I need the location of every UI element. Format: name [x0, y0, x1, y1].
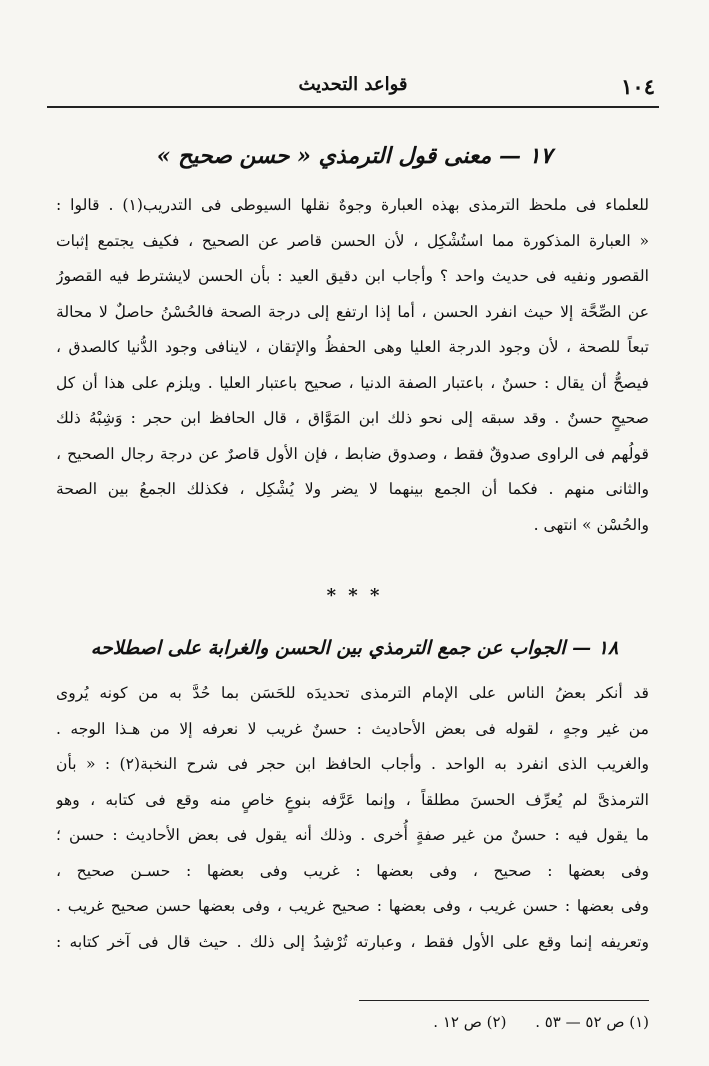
body-line: للعلماء فى ملحظ الترمذى بهذه العبارة وجوهٌ نقلها السيوطى فى التدريب(١) . قالوا : — [56, 196, 649, 214]
body-line: من غير وجهٍ ، لقوله فى بعض الأحاديث : حسنٌ غريب لا نعرفه إلا من هـذا الوجه . — [56, 719, 649, 738]
body-line: والغريب الذى انفرد به الواحد . وأجاب الحافظ ابن حجر فى شرح النخبة(٢) : « بأن — [56, 755, 649, 773]
header-rule — [47, 106, 659, 108]
page-number: ١٠٤ — [621, 74, 655, 99]
body-line: صحيحٍ حسنٌ . وقد سبقه إلى نحو ذلك ابن المَوَّاق ، قال الحافظ ابن حجر : وَشِبْهُ ذلك — [56, 409, 649, 427]
body-line: « العبارة المذكورة مما استُشْكِل ، لأن الحسن قاصر عن الصحيح ، فكيف يجتمع إثبات — [56, 231, 649, 250]
body-line: فيصحُّ أن يقال : حسنٌ ، باعتبار الصفة الدنيا ، صحيح باعتبار العليا . ويلزم على هذا أن كل — [56, 373, 649, 392]
section-separator: * * * — [326, 585, 383, 606]
footnote-1: (١) ص ٥٢ — ٥٣ . — [535, 1013, 649, 1031]
body-line: قد أنكر بعضُ الناس على الإمام الترمذى تحديدَه للحَسَن بما حُدَّ به من كونه يُروى — [56, 684, 649, 702]
running-head — [47, 72, 659, 102]
footnote-2: (٢) ص ١٢ . — [433, 1013, 507, 1031]
section-17-body — [56, 188, 649, 543]
section-18-body — [56, 676, 649, 960]
section-18-heading: ١٨ — الجواب عن جمع الترمذي بين الحسن والغرابة على اصطلاحه — [90, 637, 619, 659]
body-line: قولُهم فى الراوى صدوقٌ فقط ، وصدوق ضابط ، فإن الأول قاصرٌ عن درجة رجال الصحيح ، — [56, 444, 649, 463]
body-line: وفى بعضها : حسن غريب ، وفى بعضها : صحيح غريب ، وفى بعضها حسن صحيح غريب . — [56, 897, 649, 915]
section-17-heading: ١٧ — معنى قول الترمذي « حسن صحيح » — [156, 143, 553, 169]
body-line: الترمذىَّ لم يُعرِّف الحسنَ مطلقاً ، وإنما عَرَّفه بنوعٍ خاصٍ منه وقع فى كتابه ، وهو — [56, 790, 649, 809]
running-title: قواعد التحديث — [298, 74, 408, 95]
body-line: والثانى منهم . فكما أن الجمع بينهما لا يضر ولا يُشْكِل ، فكذلك الجمعُ بين الصحة — [56, 480, 649, 498]
footnotes — [200, 1010, 649, 1034]
body-line: عن الصِّحَّة إلا حيث انفرد الحسن ، أما إذا ارتفع إلى درجة الصحة فالحُسْنُ حاصلٌ لا محالة — [56, 302, 649, 321]
footnote-rule — [359, 1000, 649, 1001]
body-line: القصور ونفيه فى حديث واحد ؟ وأجاب ابن دقيق العيد : بأن الحسن لايشترط فيه القصورُ — [56, 267, 649, 285]
body-line: وفى بعضها : صحيح ، وفى بعضها : غريب وفى بعضها : حسـن صحيح ، — [56, 861, 649, 880]
body-line: تبعاً للصحة ، لأن وجود الدرجة العليا وهى الحفظُ والإتقان ، لاينافى وجود الدُّنيا كالصدق ، — [56, 338, 649, 356]
body-line: ما يقول فيه : حسنٌ من غير صفةٍ أُخرى . وذلك أنه يقول فى بعض الأحاديث : حسن ؛ — [56, 826, 649, 844]
body-line: وتعريفه إنما وقع على الأول فقط ، وعبارته تُرْشِدُ إلى ذلك . حيث قال فى آخر كتابه : — [56, 932, 649, 951]
body-line: والحُسْن » انتهى . — [533, 515, 649, 534]
